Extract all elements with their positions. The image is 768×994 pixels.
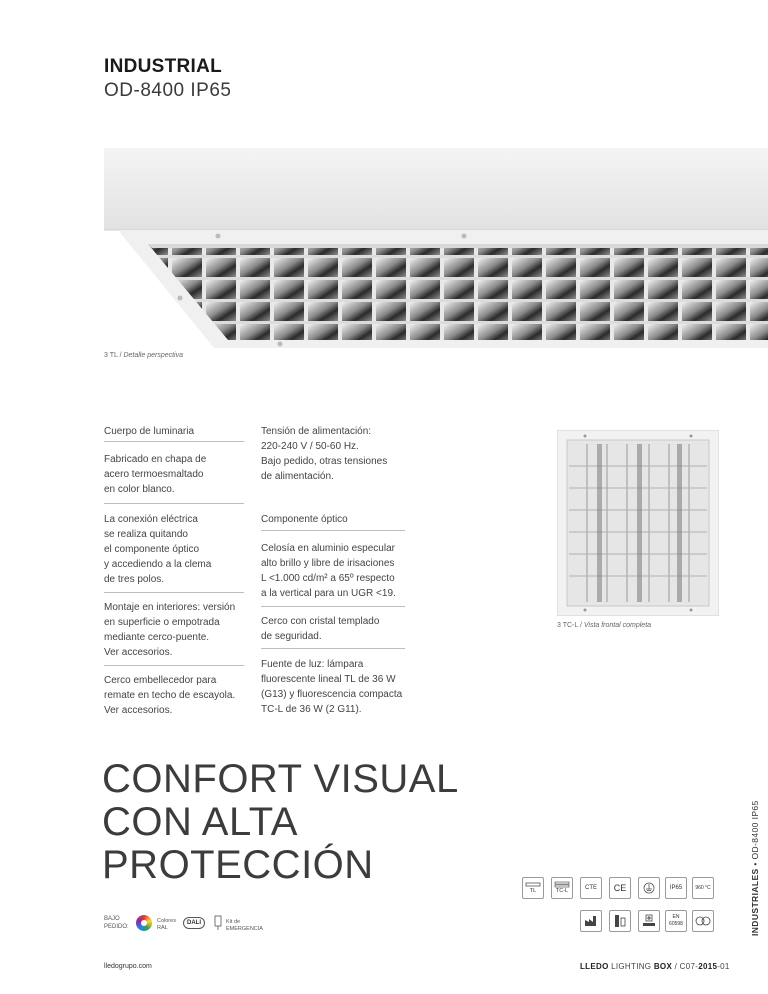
- page-title: INDUSTRIAL: [104, 56, 223, 77]
- ral-colors-label: Colores RAL: [157, 918, 176, 931]
- body-text-1: Fabricado en chapa de acero termoesmaltado en color blanco.: [104, 454, 207, 495]
- ip65-icon: IP65: [665, 877, 687, 899]
- divider: [261, 606, 405, 607]
- divider: [261, 530, 405, 531]
- page-subtitle: OD-8400 IP65: [104, 80, 232, 101]
- lightsource-text: Fuente de luz: lámpara fluorescente lineal TL de 36 W (G13) y fluorescencia compacta TC-L de 36 W (2 G11).: [261, 659, 403, 715]
- en-standard-icon: EN 60598: [665, 910, 687, 932]
- tl-lamp-icon: TL: [522, 877, 544, 899]
- recessed-mount-icon: [609, 910, 631, 932]
- divider: [261, 648, 405, 649]
- divider: [104, 503, 244, 504]
- body-text-3: Montaje en interiores: versión en superficie o empotrada mediante cerco-puente. Ver accesorios.: [104, 602, 236, 658]
- recycling-icon: [692, 910, 714, 932]
- body-text-2: La conexión eléctrica se realiza quitando el componente óptico y accediendo a la clema de tres polos.: [104, 514, 212, 585]
- divider: [104, 441, 244, 442]
- dali-icon: DALI: [183, 917, 205, 929]
- website-link[interactable]: lledogrupo.com: [104, 963, 152, 970]
- emergency-kit-label: Kit de EMERGENCIA: [226, 919, 263, 932]
- divider: [104, 592, 244, 593]
- ral-colors-icon: [136, 915, 152, 931]
- glass-text: Cerco con cristal templado de seguridad.: [261, 616, 380, 642]
- optic-text: Celosía en aluminio especular alto brillo y libre de irisaciones L <1.000 cd/m² a 65º respecto a la vertical para un UGR <19.: [261, 543, 396, 599]
- hospital-icon: [638, 910, 660, 932]
- divider: [104, 665, 244, 666]
- factory-icon: [580, 910, 602, 932]
- front-view-image: [557, 430, 719, 616]
- front-view-caption: 3 TC-L / Vista frontal completa: [557, 622, 652, 629]
- body-heading: Cuerpo de luminaria: [104, 426, 195, 437]
- side-label: INDUSTRIALES • OD-8400 IP65: [750, 800, 760, 936]
- glow-wire-icon: 960 °C: [692, 877, 714, 899]
- power-text: Tensión de alimentación: 220-240 V / 50-60 Hz. Bajo pedido, otras tensiones de alimentación.: [261, 426, 388, 482]
- hero-caption: 3 TL / Detalle perspectiva: [104, 352, 183, 359]
- hero-luminaire-image: [104, 148, 768, 348]
- ce-mark-icon: CE: [609, 877, 631, 899]
- emergency-kit-icon: [212, 915, 224, 936]
- footer-catalog-code: LLEDO LIGHTING BOX / C07-2015-01: [580, 962, 730, 971]
- cte-icon: CTE: [580, 877, 602, 899]
- body-text-4: Cerco embellecedor para remate en techo de escayola. Ver accesorios.: [104, 675, 236, 716]
- headline: CONFORT VISUAL CON ALTA PROTECCIÓN: [102, 757, 459, 887]
- class-one-icon: [638, 877, 660, 899]
- tcl-lamp-icon: TC-L: [551, 877, 573, 899]
- optic-heading: Componente óptico: [261, 514, 348, 525]
- on-request-label: BAJO PEDIDO:: [104, 916, 129, 930]
